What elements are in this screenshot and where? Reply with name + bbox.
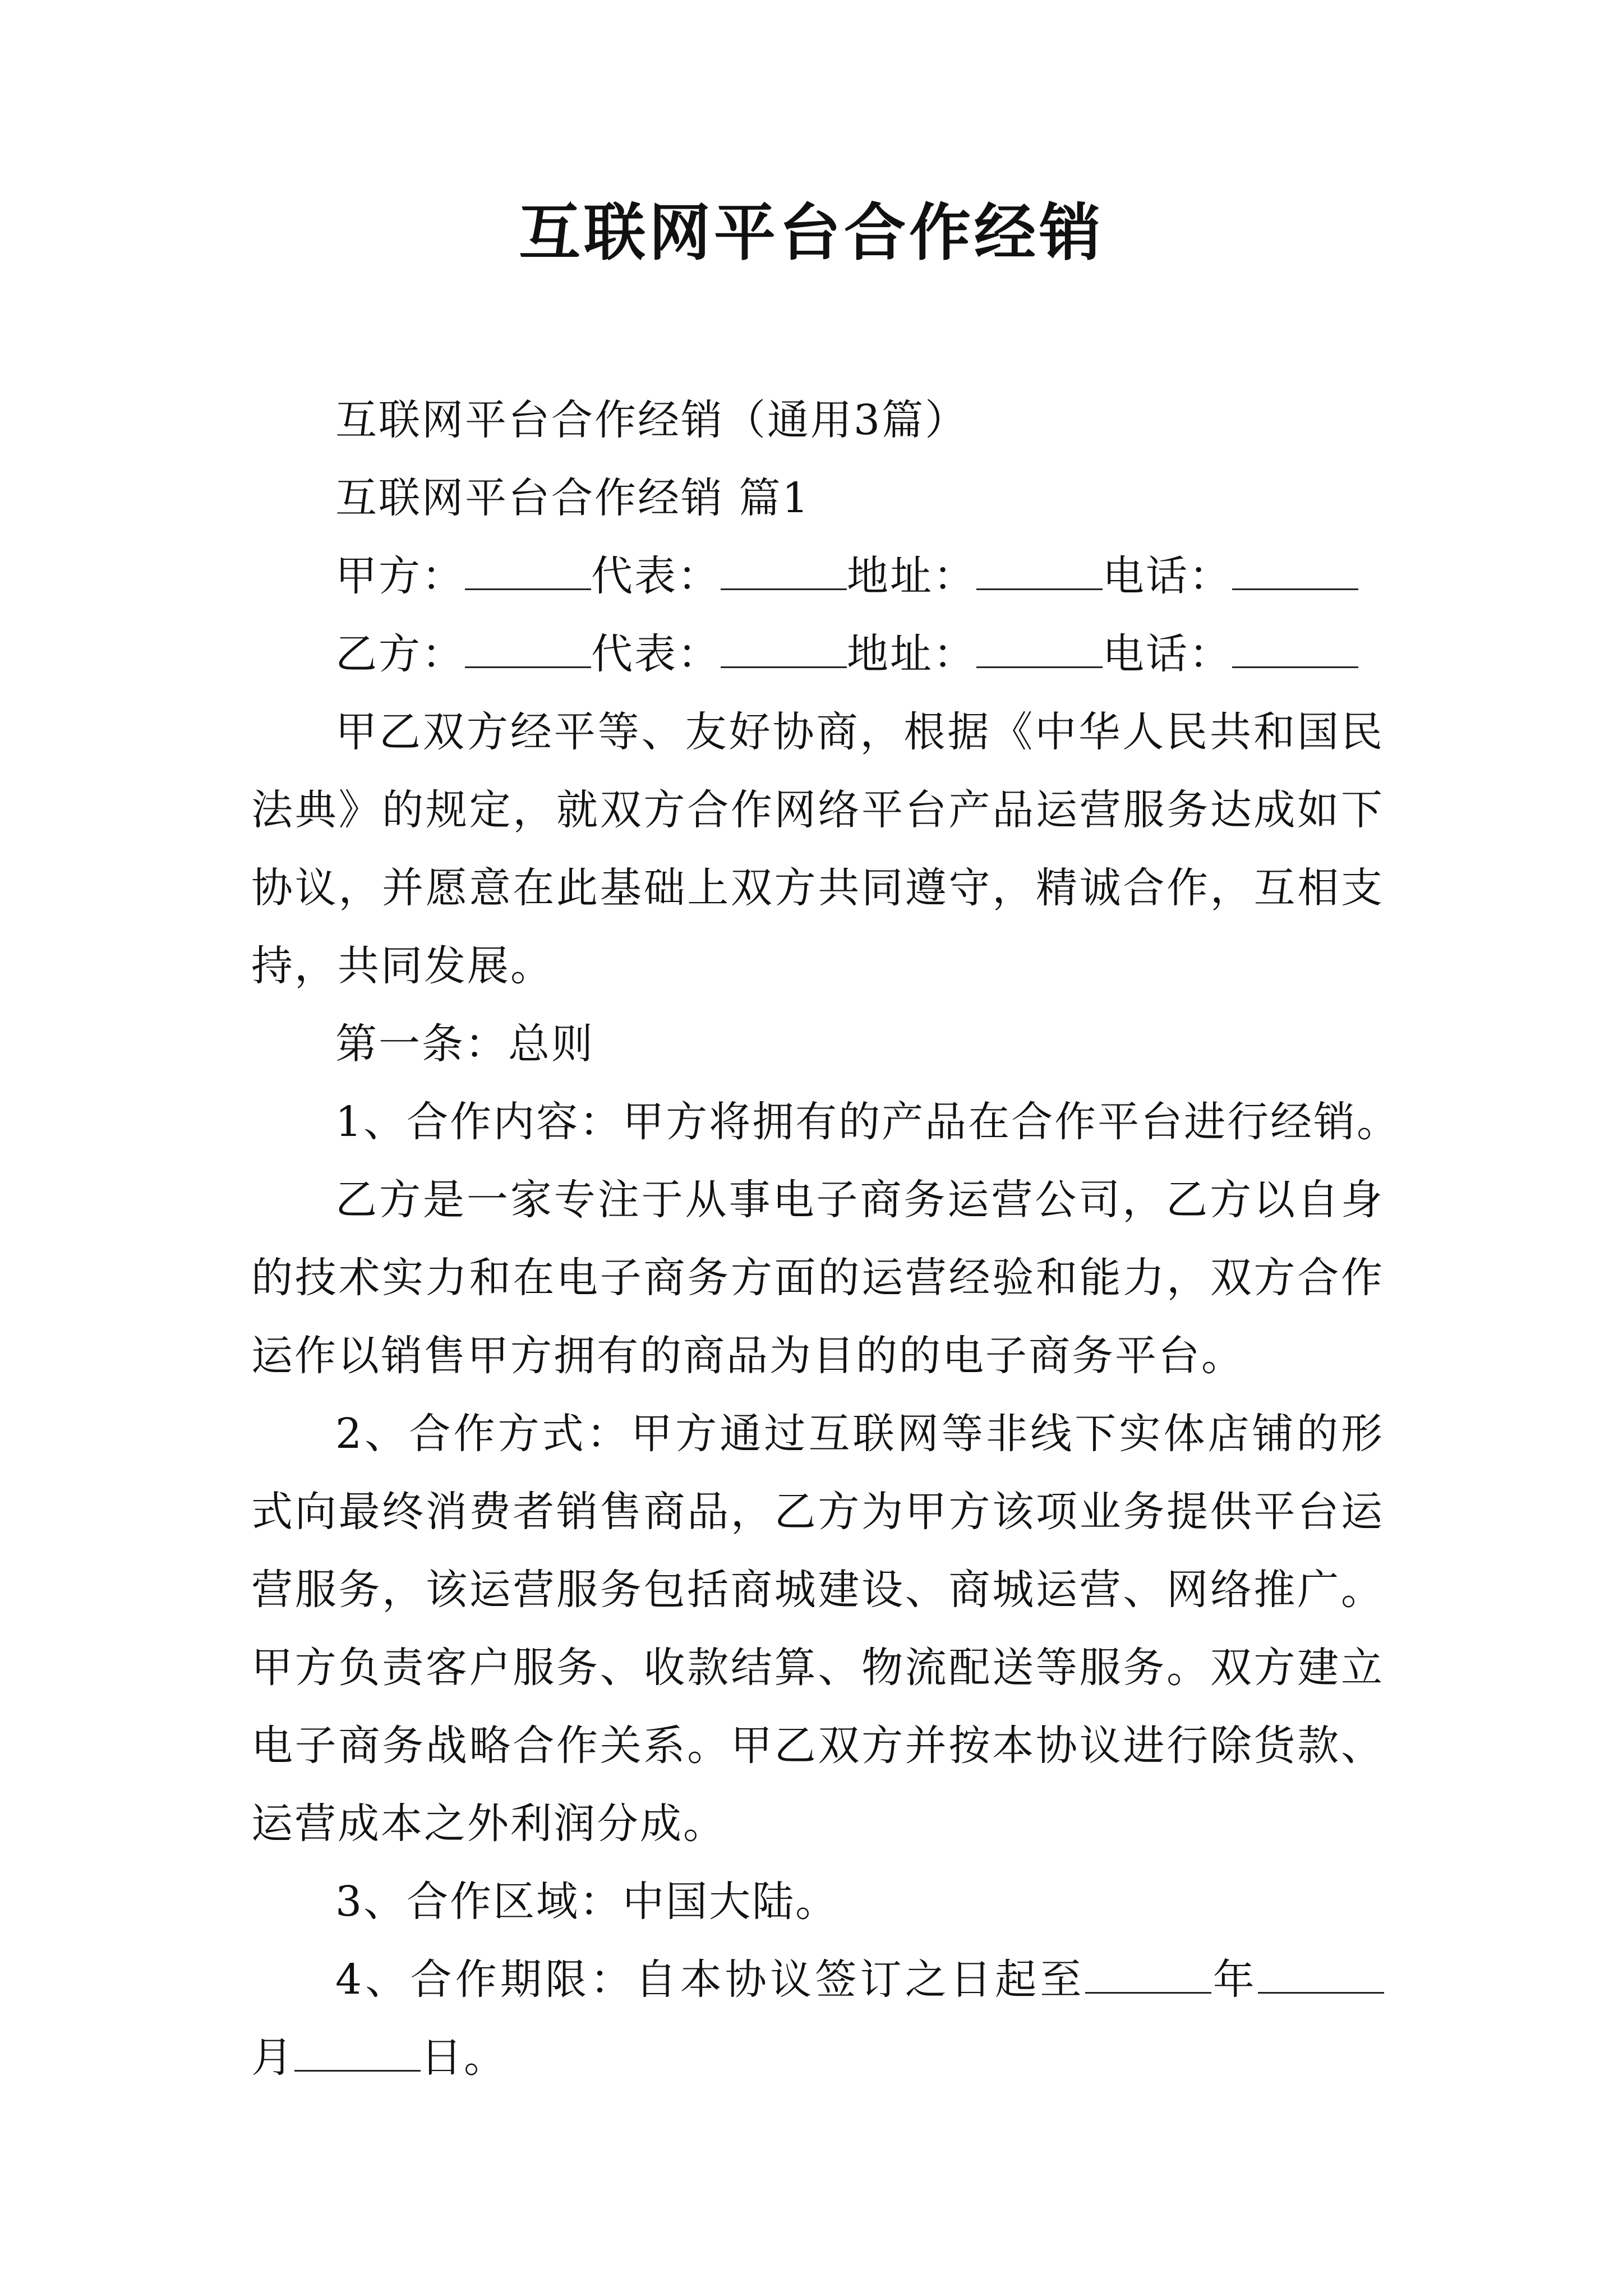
party-b-address-blank — [976, 627, 1103, 668]
party-b-phone-blank — [1232, 627, 1358, 668]
party-a-address-blank — [976, 549, 1103, 590]
party-a-rep-blank — [721, 549, 847, 590]
item-3: 3、合作区域：中国大陆。 — [335, 1878, 839, 1926]
item-2: 2、合作方式：甲方通过互联网等非线下实体店铺的形式向最终消费者销售商品，乙方为甲方该项业务提供平台运营服务，该运营服务包括商城建设、商城运营、网络推广。甲方负责客户服务、收款结算、物流配送等服务。双方建立电子商务战略合作关系。甲乙双方并按本协议进行除货款、运营成本之外利润分成。 — [251, 1410, 1384, 1848]
item-4-year-label: 年 — [1211, 1955, 1258, 2004]
party-a-address-label: 地址： — [847, 552, 976, 600]
party-a-blank — [465, 549, 591, 590]
item-1-detail: 乙方是一家专注于从事电子商务运营公司，乙方以自身的技术实力和在电子商务方面的运营经验和能力，双方合作运作以销售甲方拥有的商品为目的的电子商务平台。 — [251, 1176, 1384, 1380]
party-a-phone-label: 电话： — [1103, 552, 1232, 600]
article-1-heading: 第一条：总则 — [335, 1020, 594, 1068]
party-a-rep-label: 代表： — [591, 552, 721, 600]
item-4-day-label: 日。 — [421, 2033, 507, 2082]
item-4-prefix: 4、合作期限：自本协议签订之日起至 — [335, 1955, 1085, 2004]
party-b-rep-label: 代表： — [591, 630, 721, 678]
document-title: 互联网平台合作经销 — [519, 196, 1104, 269]
party-b-address-label: 地址： — [847, 630, 976, 678]
item-4-month-label: 月 — [251, 2033, 294, 2082]
party-a-label: 甲方： — [335, 552, 465, 600]
year-blank — [1085, 1953, 1211, 1994]
intro-paragraph: 甲乙双方经平等、友好协商，根据《中华人民共和国民法典》的规定，就双方合作网络平台产品运营服务达成如下协议，并愿意在此基础上双方共同遵守，精诚合作，互相支持，共同发展。 — [251, 708, 1384, 990]
document-subtitle: 互联网平台合作经销（通用3篇） — [335, 396, 969, 444]
item-1: 1、合作内容：甲方将拥有的产品在合作平台进行经销。 — [335, 1098, 1400, 1146]
month-blank-prefix — [1258, 1953, 1384, 1994]
section-heading: 互联网平台合作经销 篇1 — [335, 474, 810, 522]
party-b-row — [251, 615, 1384, 693]
item-4 — [251, 1941, 1384, 2097]
party-a-row — [251, 537, 1384, 615]
day-blank — [294, 2031, 421, 2072]
party-b-blank — [465, 627, 591, 668]
party-b-rep-blank — [721, 627, 847, 668]
party-a-phone-blank — [1232, 549, 1358, 590]
party-b-label: 乙方： — [335, 630, 465, 678]
party-b-phone-label: 电话： — [1103, 630, 1232, 678]
document-body — [251, 381, 1400, 2097]
